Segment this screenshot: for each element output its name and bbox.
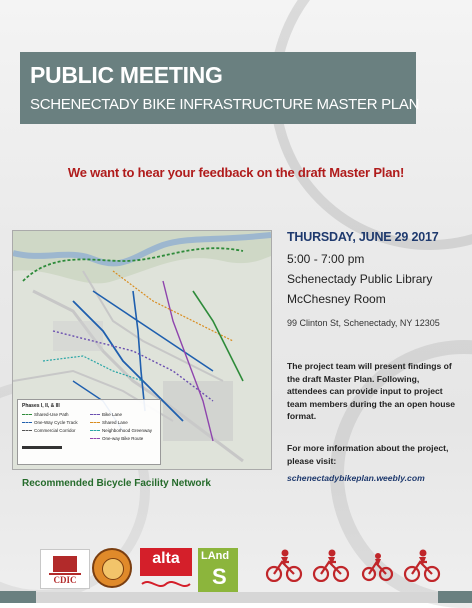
tagline: We want to hear your feedback on the draft Master Plan!	[67, 165, 405, 180]
legend-item: Commercial Corridor	[22, 428, 76, 433]
cdic-logo	[40, 549, 90, 589]
alta-logo	[140, 548, 192, 592]
bike-network-map	[12, 230, 272, 470]
legend-item: One-way Bike Route	[90, 436, 143, 441]
alta-logo-text: alta	[152, 550, 180, 567]
lands-logo-text: LAnd	[201, 550, 230, 562]
legend-item: Shared Lane	[90, 420, 128, 425]
map-caption: Recommended Bicycle Facility Network	[22, 478, 211, 489]
map-legend	[17, 399, 161, 465]
lands-logo	[198, 548, 238, 592]
description-text: The project team will present findings of the draft Master Plan. Following, attendees can provide input to project team members during the an open house format.	[287, 361, 456, 421]
header-banner	[20, 52, 420, 124]
legend-item: One-Way Cycle Track	[22, 420, 78, 425]
legend-title: Phases I, II, & III	[22, 403, 60, 409]
footer-stripe	[0, 592, 472, 603]
legend-item: Neighborhood Greenway	[90, 428, 152, 433]
website-link[interactable]: schenectadybikeplan.weebly.com	[287, 473, 425, 483]
alta-wave	[140, 577, 192, 591]
event-address: 99 Clinton St, Schenectady, NY 12305	[287, 318, 440, 328]
lands-logo-letter: S	[212, 564, 227, 589]
event-time: 5:00 - 7:00 pm	[287, 252, 365, 266]
footer-accent-left	[0, 591, 36, 603]
cdic-logo-text: CDIC	[53, 575, 77, 585]
seal-center	[102, 558, 124, 580]
footer-accent-right	[438, 591, 472, 603]
page-title: PUBLIC MEETING	[30, 62, 223, 88]
scale-bar	[22, 446, 62, 449]
legend-item: Bike Lane	[90, 412, 122, 417]
city-seal-logo	[92, 548, 132, 588]
event-room: McChesney Room	[287, 292, 386, 306]
cyclists-icon	[265, 548, 455, 582]
event-date: THURSDAY, JUNE 29 2017	[287, 230, 439, 244]
page-subtitle: SCHENECTADY BIKE INFRASTRUCTURE MASTER PLAN	[30, 96, 420, 113]
more-info-text: For more information about the project, please visit:	[287, 443, 449, 466]
event-venue: Schenectady Public Library	[287, 272, 433, 286]
legend-item: Shared-Use Path	[22, 412, 69, 417]
